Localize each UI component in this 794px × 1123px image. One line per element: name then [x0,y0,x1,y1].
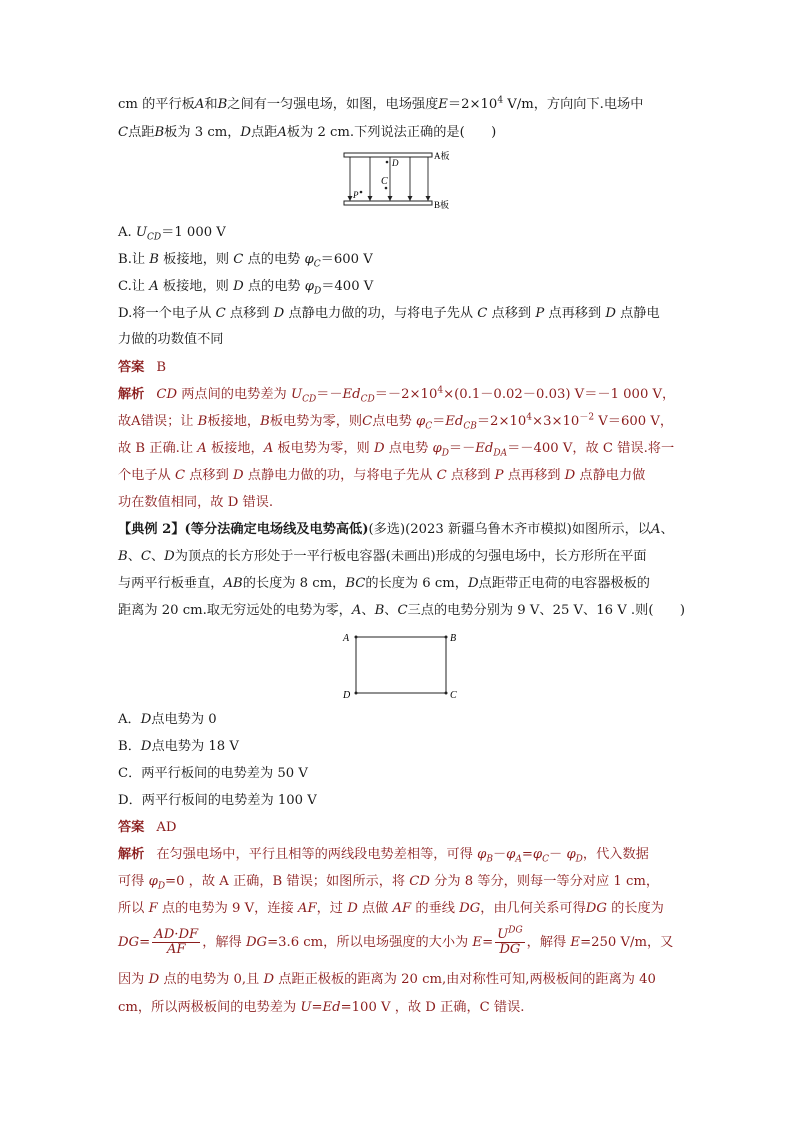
fraction-e: $\frac{U^{DG}}{DG}$ [497,925,523,957]
point-d-dot [386,161,389,164]
q2-analysis-line-5: 因为 D 点的电势为 0,且 D 点距正极板的距离为 20 cm,由对称性可知,两极板间的距离为 40 [118,972,656,987]
q1-capacitor-figure [330,150,470,214]
q2-stem-line-3: 与两平行板垂直，AB的长度为 8 cm，BC的长度为 6 cm，D点距带正电荷的电容器极板的 [118,576,650,591]
q1-option-c: C.让 A 板接地，则 D 点的电势 $\varphi_D=400$ V [118,279,374,297]
q2-stem-line-1: 【典例 2】(等分法确定电场线及电势高低)(多选)(2023 新疆乌鲁木齐市模拟)如图所示，以A、 [118,522,674,537]
point-p-dot [360,191,363,194]
q2-analysis-line-6: cm，所以两极板间的电势差为 U=Ed=100 V ，故 D 正确，C 错误. [118,1000,525,1015]
vertex-c-dot [445,692,448,695]
q1-answer: 答案 B [118,360,167,375]
vertex-b-dot [445,636,448,639]
label-b: B [450,633,457,644]
label-d: D [343,690,351,700]
label-a-plate: A板 [434,151,450,161]
q1-option-a: A. $U_{CD}=1$ 000 V [118,225,226,243]
q1-analysis-line-4: 个电子从 C 点移到 D 点静电力做的功，与将电子先从 C 点移到 P 点再移到 D 点静电力做 [118,468,646,483]
q2-option-a: A．D点电势为 0 [118,712,217,727]
label-c: C [450,690,457,700]
label-p: P [353,190,359,200]
q2-stem-line-2: B、C、D为顶点的长方形处于一平行板电容器(未画出)形成的匀强电场中，长方形所在平面 [118,549,647,564]
q1-analysis-line-1: 解析 CD 两点间的电势差为 $U_{CD}=-Ed_{CD}=-2\times 10^4\times(0.1-0.02-0.03)$ V＝－1 000 V， [118,385,676,405]
q1-option-d-line-1: D.将一个电子从 C 点移到 D 点静电力做的功，与将电子先从 C 点移到 P 点再移到 D 点静电 [118,306,660,321]
label-a: A [343,633,350,644]
q1-option-d-line-2: 力做的功数值不同 [118,332,224,347]
q2-option-b: B．D点电势为 18 V [118,739,239,754]
q1-stem-line-1: cm 的平行板A和B之间有一匀强电场，如图，电场强度$E=2\times 10^4$ V/m，方向向下.电场中 [118,95,644,112]
label-b-plate: B板 [434,200,450,210]
vertex-d-dot [355,692,358,695]
q2-analysis-line-1: 解析 在匀强电场中，平行且相等的两线段电势差相等，可得 $\varphi_B-\varphi_A=\varphi_C- \varphi_D$，代入数据 [118,847,649,865]
label-d: D [392,158,399,168]
point-c-dot [385,187,388,190]
q1-option-b: B.让 B 板接地，则 C 点的电势 $\varphi_C=600$ V [118,252,373,270]
q2-rectangle-figure [336,628,466,700]
q1-analysis-line-3: 故 B 正确.让 A 板接地，A 板电势为零，则 D 点电势 $\varphi_D=-Ed_{DA}=-400$ V，故 C 错误.将一 [118,441,675,459]
q2-answer: 答案 AD [118,820,177,835]
q1-analysis-line-2: 故A错误；让 B板接地，B板电势为零，则C点电势 $\varphi_C=Ed_{CB}=2\times 10^4\times 3\times 10^{-2}$ V＝600 V， [118,412,674,432]
q2-option-d: D．两平行板间的电势差为 100 V [118,793,317,808]
vertex-a-dot [355,636,358,639]
q2-analysis-line-4: DG= $\frac{AD\cdot DF}{AF}$ ，解得 DG=3.6 cm，所以电场强度的大小为 E= $\frac{U^{DG}}{DG}$ ，解得 E=250 V/m，又 [118,925,674,957]
q2-analysis-line-3: 所以 F 点的电势为 9 V，连接 AF，过 D 点做 AF 的垂线 DG，由几何关系可得DG 的长度为 [118,901,664,916]
label-c: C [381,176,388,187]
fraction-dg: $\frac{AD\cdot DF}{AF}$ [154,927,199,957]
q2-stem-line-4: 距离为 20 cm.取无穷远处的电势为零，A、B、C三点的电势分别为 9 V、25 V、16 V .则( ) [118,603,685,618]
q2-analysis-line-2: 可得 $\varphi_D=0$ ，故 A 正确，B 错误；如图所示，将 CD 分为 8 等分，则每一等分对应 1 cm， [118,874,660,892]
q1-stem-line-2: C点距B板为 3 cm，D点距A板为 2 cm.下列说法正确的是( ) [118,125,497,140]
q2-option-c: C．两平行板间的电势差为 50 V [118,766,308,781]
q1-analysis-line-5: 功在数值相同，故 D 错误. [118,495,274,510]
